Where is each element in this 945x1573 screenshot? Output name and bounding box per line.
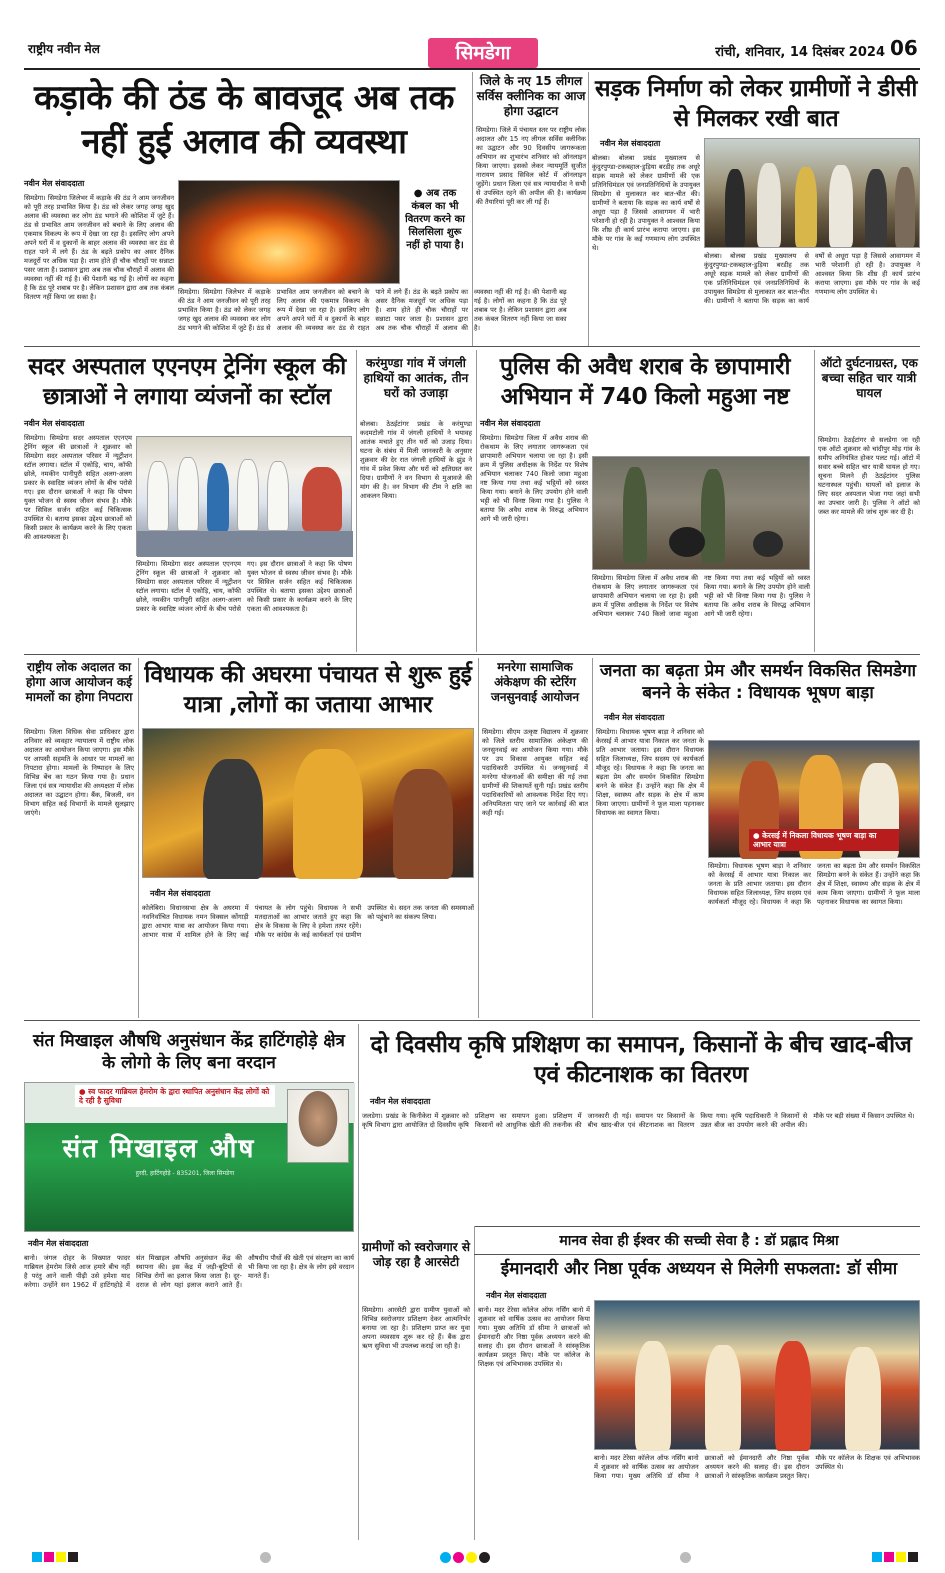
section-rule xyxy=(24,346,920,347)
roads-headline: सड़क निर्माण को लेकर ग्रामीणों ने डीसी से मिलकर रखी बात xyxy=(594,76,918,132)
herbal-sign-subtext: हुरदी, हाटिंगहोड़े - 835201, जिला सिमडेगा xyxy=(135,1170,235,1177)
cold-byline: नवीन मेल संवाददाता xyxy=(24,179,85,188)
liquor-byline: नवीन मेल संवाददाता xyxy=(480,419,541,428)
honesty-body: बानो। मदर टेरेसा कॉलेज ऑफ नर्सिंग बानो में शुक्रवार को वार्षिक उत्सव का आयोजन किया गया। मुख्य अतिथि डॉ सीमा ने छात्राओं को ईमानदारी और निष्ठा पूर्वक अध्ययन करने की सलाह दी। इस दौरान छात्राओं ने सांस्कृतिक कार्यक्रम प्रस्तुत किए। मौके पर कॉलेज के शिक्षक एवं अभिभावक उपस्थित थे। xyxy=(478,1306,590,1368)
mla-body: कोलेबिरा। विधानसभा क्षेत्र के अघरमा में नवनिर्वाचित विधायक नमन विक्सल कोंगाड़ी द्वारा आभार यात्रा का आयोजन किया गया। आभार यात्रा में शामिल होने के लिए कई पंचायत के लोग पहुंचे। विधायक ने सभी मतदाताओं का आभार जताते हुए कहा कि क्षेत्र के विकास के लिए वे हमेशा तत्पर रहेंगे। मौके पर कांग्रेस के कई कार्यकर्ता एवं ग्रामीण उपस्थित थे। सदन तक जनता की समस्याओं को पहुंचाने का संकल्प लिया। xyxy=(142,904,474,939)
lokadalat-body: सिमडेगा। जिला विधिक सेवा प्राधिकार द्वारा शनिवार को व्यवहार न्यायालय में राष्ट्रीय लोक अदालत का आयोजन किया जाएगा। इस मौके पर आपसी सहमति के आधार पर मामलों का निपटारा होगा। मामलों के निष्पादन के लिए विभिन्न बेंच का गठन किया गया है। प्रधान जिला एवं सत्र न्यायाधीश की अध्यक्षता में लोक अदालत का उद्घाटन होगा। बैंक, बिजली, वन विभाग सहित कई विभागों के मामले सुलझाए जाएंगे। xyxy=(24,728,134,817)
registration-mark-black xyxy=(908,1552,918,1562)
registration-mark-yellow xyxy=(896,1552,906,1562)
love-headline: जनता का बढ़ता प्रेम और समर्थन विकसित सिमडेगा बनने के संकेत : विधायक भूषण बाड़ा xyxy=(599,661,917,703)
column-rule xyxy=(138,658,139,1018)
registration-mark-cyan xyxy=(872,1552,882,1562)
liquor-body: सिमडेगा। सिमडेगा जिला में अवैध शराब की रोकथाम के लिए लगातार जागरूकता एवं छापामारी अभियान चलाया जा रहा है। इसी क्रम में पुलिस अधीक्षक के निर्देश पर विशेष अभियान चलाकर 740 किलो जावा महुआ नष्ट किया गया तथा कई भट्ठियों को ध्वस्त किया गया। बनाने के लिए उपयोग होने वाली भट्टी को भी विनष्ट किया गया है। पुलिस ने बताया कि अवैध शराब के विरुद्ध अभियान आगे भी जारी रहेगा। xyxy=(480,434,588,523)
section-rule xyxy=(474,1254,920,1255)
registration-mark-magenta xyxy=(884,1552,894,1562)
cold-body: सिमडेगा। सिमडेगा जिलेभर में कड़ाके की ठंड ने आम जनजीवन को पूरी तरह प्रभावित किया है। ठंड को लेकर जगह जगह खुद अलाव की व्यवस्था कर लोग ठंड भगाने की कोशिश में जुटे हैं। ठंड से प्रभावित आम जनजीवन को बचाने के लिए अलाव की एकमात्र विकल्प के रूप में देखा जा रहा है। इसलिए लोग अपने अपने घरों में व दुकानों के बाहर अलाव की व्यवस्था कर ठंड से राहत पाने में लगे हैं। ठंड के बढ़ते प्रकोप का असर दैनिक मजदूरों पर अधिक पड़ा है। शाम होते ही चौक चौराहों पर सन्नाटा पसर जाता है। प्रशासन द्वारा अब तक चौक चौराहों में अलाव की व्यवस्था नहीं की गई है। की पेशानी बढ़ गई है। लोगों का कहना है कि ठंड पूरे शबाब पर है। लेकिन प्रशासन द्वारा अब तक कंबल वितरण नहीं किया जा सका है। xyxy=(24,194,174,301)
liquor-body-continued: सिमडेगा। सिमडेगा जिला में अवैध शराब की रोकथाम के लिए लगातार जागरूकता एवं छापामारी अभियान चलाया जा रहा है। इसी क्रम में पुलिस अधीक्षक के निर्देश पर विशेष अभियान चलाकर 740 किलो जावा महुआ नष्ट किया गया तथा कई भट्ठियों को ध्वस्त किया गया। बनाने के लिए उपयोग होने वाली भट्टी को भी विनष्ट किया गया है। पुलिस ने बताया कि अवैध शराब के विरुद्ध अभियान आगे भी जारी रहेगा। xyxy=(592,574,810,618)
column-rule xyxy=(592,658,593,1018)
section-tab: सिमडेगा xyxy=(428,38,538,68)
roads-body: बोलबा। बोलबा प्रखंड मुख्यालय से कुंदुरपुण्डा-टकबहाल-डुड़िया बरडीह तक अधूरे सड़क मामले को लेकर ग्रामीणों की एक प्रतिनिधिमंडल एवं जनप्रतिनिधियों के उपायुक्त सिमडेगा से मुलाकात कर बात-चीत की। ग्रामीणों ने बताया कि सड़क का कार्य वर्षों से अधूरा पड़ा है जिससे आवागमन में भारी परेशानी हो रही है। उपायुक्त ने आश्वस्त किया कि शीघ्र ही कार्य प्रारंभ कराया जाएगा। इस मौके पर गांव के कई गणमान्य लोग उपस्थित थे। xyxy=(592,154,700,252)
liquor-raid-photo xyxy=(592,456,810,570)
person-figure xyxy=(267,461,289,531)
roads-body-continued: बोलबा। बोलबा प्रखंड मुख्यालय से कुंदुरपुण्डा-टकबहाल-डुड़िया बरडीह तक अधूरे सड़क मामले को लेकर ग्रामीणों की एक प्रतिनिधिमंडल एवं जनप्रतिनिधियों के उपायुक्त सिमडेगा से मुलाकात कर बात-चीत की। ग्रामीणों ने बताया कि सड़क का कार्य वर्षों से अधूरा पड़ा है जिससे आवागमन में भारी परेशानी हो रही है। उपायुक्त ने आश्वस्त किया कि शीघ्र ही कार्य प्रारंभ कराया जाएगा। इस मौके पर गांव के कई गणमान्य लोग उपस्थित थे। xyxy=(704,252,920,305)
registration-mark-black xyxy=(68,1552,78,1562)
stall-table xyxy=(137,531,353,557)
service-headline: मानव सेवा ही ईश्वर की सच्ची सेवा है : डॉ प्रह्लाद मिश्रा xyxy=(559,1233,839,1249)
person-figure xyxy=(725,169,745,247)
kersai-yatra-photo xyxy=(708,740,920,858)
herbal-sign-text: संत मिखाइल औष xyxy=(62,1134,256,1164)
herbal-headline: संत मिखाइल औषधि अनुसंधान केंद्र हाटिंगहोड़े क्षेत्र के लोगो के लिए बना वरदान xyxy=(33,1031,345,1073)
person-figure xyxy=(865,169,887,247)
cold-body-continued: सिमडेगा। सिमडेगा जिलेभर में कड़ाके की ठंड ने आम जनजीवन को पूरी तरह प्रभावित किया है। ठंड को लेकर जगह जगह खुद अलाव की व्यवस्था कर लोग ठंड भगाने की कोशिश में जुटे हैं। ठंड से प्रभावित आम जनजीवन को बचाने के लिए अलाव की एकमात्र विकल्प के रूप में देखा जा रहा है। इसलिए लोग अपने अपने घरों में व दुकानों के बाहर अलाव की व्यवस्था कर ठंड से राहत पाने में लगे हैं। ठंड के बढ़ते प्रकोप का असर दैनिक मजदूरों पर अधिक पड़ा है। शाम होते ही चौक चौराहों पर सन्नाटा पसर जाता है। प्रशासन द्वारा अब तक चौक चौराहों में अलाव की व्यवस्था नहीं की गई है। की पेशानी बढ़ गई है। लोगों का कहना है कि ठंड पूरे शबाब पर है। लेकिन प्रशासन द्वारा अब तक कंबल वितरण नहीं किया जा सका है। xyxy=(178,288,567,332)
nursing-byline: नवीन मेल संवाददाता xyxy=(24,419,85,428)
love-photo-caption: ● केरसई में निकला विधायक भूषण बाड़ा का आभार यात्रा xyxy=(749,829,899,851)
registration-mark-yellow xyxy=(56,1552,66,1562)
nursing-headline: सदर अस्पताल एएनएम ट्रेनिंग स्कूल की छात्राओं ने लगाया व्यंजनों का स्टॉल xyxy=(28,354,346,410)
person-figure xyxy=(705,1345,741,1451)
mgnrega-body: सिमडेगा। सीएम उत्कृष्ट विद्यालय में शुक्रवार को जिले स्तरीय सामाजिक अंकेक्षण की जनसुनवाई का आयोजन किया गया। मौके पर उप विकास आयुक्त सहित कई पदाधिकारी उपस्थित थे। जनसुनवाई में मनरेगा योजनाओं की समीक्षा की गई तथा ग्रामीणों की शिकायतें सुनी गईं। प्रखंड स्तरीय पदाधिकारियों को आवश्यक निर्देश दिए गए। अनियमितता पाए जाने पर कार्रवाई की बात कही गई। xyxy=(482,728,588,817)
nursing-students-photo xyxy=(136,436,352,556)
roads-byline: नवीन मेल संवाददाता xyxy=(600,139,661,148)
honesty-headline: ईमानदारी और निष्ठा पूर्वक अध्ययन से मिलेगी सफलता: डॉ सीमा xyxy=(500,1259,898,1279)
love-body-continued: सिमडेगा। विधायक भूषण बाड़ा ने शनिवार को केरसई में आभार यात्रा निकाल कर जनता के प्रति आभार जताया। इस दौरान विधायक सहित जिलाध्यक्ष, जिप सदस्य एवं कार्यकर्ता मौजूद रहे। विधायक ने कहा कि जनता का बढ़ता प्रेम और समर्थन विकसित सिमडेगा बनने के संकेत हैं। उन्होंने कहा कि क्षेत्र में शिक्षा, स्वास्थ्य और सड़क के क्षेत्र में काम किया जाएगा। ग्रामीणों ने फूल माला पहनाकर विधायक का स्वागत किया। xyxy=(708,862,920,906)
lokadalat-headline: राष्ट्रीय लोक अदालत का होगा आज आयोजन कई मामलों का होगा निपटारा xyxy=(25,660,133,704)
registration-mark-yellow xyxy=(466,1552,477,1563)
person-figure xyxy=(829,165,853,247)
liquor-headline: पुलिस की अवैध शराब के छापामारी अभियान में 740 किलो महुआ नष्ट xyxy=(499,354,791,410)
honesty-body-continued: बानो। मदर टेरेसा कॉलेज ऑफ नर्सिंग बानो में शुक्रवार को वार्षिक उत्सव का आयोजन किया गया। मुख्य अतिथि डॉ सीमा ने छात्राओं को ईमानदारी और निष्ठा पूर्वक अध्ययन करने की सलाह दी। इस दौरान छात्राओं ने सांस्कृतिक कार्यक्रम प्रस्तुत किए। मौके पर कॉलेज के शिक्षक एवं अभिभावक उपस्थित थे। xyxy=(594,1454,920,1480)
person-figure xyxy=(177,457,199,531)
column-rule xyxy=(474,1226,475,1540)
person-figure xyxy=(237,459,259,531)
section-rule xyxy=(24,1020,920,1021)
registration-mark-magenta xyxy=(44,1552,54,1562)
page-number: 06 xyxy=(890,36,918,60)
person-figure xyxy=(895,167,915,247)
elephant-body: बोलबा। ठेठईटांगर प्रखंड के करंमुण्डा कदमटोली गांव में जंगली हाथियों ने भयावह आतंक मचाते हुए तीन घरों को उजाड़ दिया। घटना के संबंध में मिली जानकारी के अनुसार शुक्रवार की देर रात जंगली हाथियों के झुंड ने गांव में प्रवेश किया और घरों को क्षतिग्रस्त कर दिया। ग्रामीणों ने वन विभाग से मुआवजे की मांग की है। वन विभाग की टीम ने क्षति का आकलन किया। xyxy=(360,420,472,500)
person-figure xyxy=(203,759,263,879)
registration-mark-cyan xyxy=(440,1552,451,1563)
agri-body: जलडेगा। प्रखंड के किनीकेरा में शुक्रवार को कृषि विभाग द्वारा आयोजित दो दिवसीय कृषि प्रशिक्षण का समापन हुआ। प्रशिक्षण में किसानों को आधुनिक खेती की तकनीक की जानकारी दी गई। समापन पर किसानों के बीच खाद-बीज एवं कीटनाशक का वितरण किया गया। कृषि पदाधिकारी ने किसानों से उन्नत बीज का उपयोग करने की अपील की। मौके पर बड़ी संख्या में किसान उपस्थित थे। xyxy=(362,1112,915,1129)
person-figure xyxy=(147,461,169,531)
accident-headline: ऑटो दुर्घटनाग्रस्त, एक बच्चा सहित चार यात्री घायल xyxy=(820,356,918,400)
nursing-body-continued: सिमडेगा। सिमडेगा सदर अस्पताल एएनएम ट्रेनिंग स्कूल की छात्राओं ने शुक्रवार को सिमडेगा सदर अस्पताल परिसर में न्यूट्रीशन स्टॉल लगाया। स्टॉल में एकोड़ि, चाय, कॉफी छोले, नमकीन पानीपुरी सहित अलग-अलग प्रकार के स्वादिष्ट व्यंजन लोगों के बीच परोसे गए। इस दौरान छात्राओं ने कहा कि पोषण युक्त भोजन से स्वस्थ जीवन संभव है। मौके पर सिविल सर्जन सहित कई चिकित्सक उपस्थित थे। बताया इसका उद्देश्य छात्राओं को किसी प्रकार के कार्यक्रम करने के लिए एकता की आवश्यकता है। xyxy=(136,560,352,613)
mgnrega-headline: मनरेगा सामाजिक अंकेक्षण की स्टेरिंग जनसुनवाई आयोजन xyxy=(490,660,580,704)
mla-headline: विधायक की अघरमा पंचायत से शुरू हुई यात्रा ,लोगों का जताया आभार xyxy=(144,662,472,718)
cold-headline: कड़ाके की ठंड के बावजूद अब तक नहीं हुई अलाव की व्यवस्था xyxy=(33,78,454,162)
section-rule xyxy=(24,654,920,655)
pot-shape xyxy=(753,531,783,557)
column-rule xyxy=(358,1024,359,1540)
mla-byline: नवीन मेल संवाददाता xyxy=(150,889,211,898)
newspaper-name: राष्ट्रीय नवीन मेल xyxy=(28,42,100,56)
person-figure xyxy=(701,469,725,563)
person-figure xyxy=(635,1341,671,1451)
person-figure xyxy=(757,163,781,247)
column-rule xyxy=(814,350,815,652)
agri-headline: दो दिवसीय कृषि प्रशिक्षण का समापन, किसानों के बीच खाद-बीज एवं कीटनाशक का वितरण xyxy=(370,1032,912,1088)
person-figure xyxy=(302,467,342,531)
column-rule xyxy=(472,72,473,346)
column-rule xyxy=(476,350,477,652)
pot-shape xyxy=(669,527,705,557)
section-rule xyxy=(474,1226,920,1227)
person-figure xyxy=(393,769,453,879)
love-body: सिमडेगा। विधायक भूषण बाड़ा ने शनिवार को केरसई में आभार यात्रा निकाल कर जनता के प्रति आभार जताया। इस दौरान विधायक सहित जिलाध्यक्ष, जिप सदस्य एवं कार्यकर्ता मौजूद रहे। विधायक ने कहा कि जनता का बढ़ता प्रेम और समर्थन विकसित सिमडेगा बनने के संकेत हैं। उन्होंने कहा कि क्षेत्र में शिक्षा, स्वास्थ्य और सड़क के क्षेत्र में काम किया जाएगा। ग्रामीणों ने फूल माला पहनाकर विधायक का स्वागत किया। xyxy=(596,728,704,817)
registration-dot xyxy=(680,1552,691,1563)
registration-mark-cyan xyxy=(32,1552,42,1562)
herbal-body: बानो। जंगल दोहर के विख्यात फादर गाब्रियल हेमरोम जिसे आज हमारे बीच नहीं है परंतु आने वाली पीढ़ी उसे हमेशा याद करेगा। उन्होंने सन 1962 में हाटिंगहोड़े में संत मिखाइल औषधि अनुसंधान केंद्र की स्थापना की। इस केंद्र में जड़ी-बूटियों से विभिन्न रोगों का इलाज किया जाता है। दूर-दराज से लोग यहां इलाज कराने आते हैं। औषधीय पौधों की खेती एवं संरक्षण का कार्य भी किया जा रहा है। क्षेत्र के लोग इसे वरदान मानते हैं। xyxy=(24,1254,354,1289)
registration-dot xyxy=(260,1552,271,1563)
bonfire-photo xyxy=(178,180,400,284)
love-byline: नवीन मेल संवाददाता xyxy=(604,713,665,722)
villagers-photo xyxy=(704,138,920,248)
dateline: रांची, शनिवार, 14 दिसंबर 2024 xyxy=(715,45,885,60)
masthead-rule xyxy=(24,68,920,70)
column-rule xyxy=(478,658,479,1018)
founder-portrait-photo xyxy=(287,1089,349,1163)
honesty-byline: नवीन मेल संवाददाता xyxy=(486,1291,547,1300)
district-headline: जिले के नए 15 लीगल सर्विस क्लीनिक का आज होगा उद्घाटन xyxy=(476,74,586,118)
herbal-centre-photo xyxy=(24,1082,354,1232)
agri-byline: नवीन मेल संवाददाता xyxy=(370,1097,431,1106)
herbal-photo-caption: ● स्व फादर गाब्रियल हेमरोम के द्वारा स्थापित अनुसंधान केंद्र लोगों को दे रही है सुविधा xyxy=(75,1085,275,1107)
district-body: सिमडेगा। जिले में पंचायत स्तर पर राष्ट्रीय लोक अदालत और 15 नए लीगल सर्विस क्लीनिक का उद्घाटन और 90 दिवसीय जागरूकता अभियान का शुभारंभ शनिवार को ऑनलाइन किया जाएगा। इसको लेकर न्यायमूर्ति सुजीत नारायण प्रसाद सिविल कोर्ट में ऑनलाइन जुड़ेंगे। प्रधान जिला एवं सत्र न्यायाधीश ने सभी से उपस्थित रहने की अपील की है। कार्यक्रम की तैयारियां पूरी कर ली गई हैं। xyxy=(476,126,586,206)
person-figure xyxy=(207,463,229,531)
village-headline: ग्रामीणों को स्वरोजगार से जोड़ रहा है आरसेटी xyxy=(362,1240,470,1269)
village-body: सिमडेगा। आरसेटी द्वारा ग्रामीण युवाओं को विभिन्न स्वरोजगार प्रशिक्षण देकर आत्मनिर्भर बनाया जा रहा है। प्रशिक्षण प्राप्त कर युवा अपना व्यवसाय शुरू कर रहे हैं। बैंक द्वारा ऋण सुविधा भी उपलब्ध कराई जा रही है। xyxy=(362,1306,470,1350)
person-figure xyxy=(623,467,647,563)
accident-body: सिमडेगा। ठेठईटांगर से सलडेगा जा रही एक ऑटो शुक्रवार को चांदीपुर मोड़ गांव के समीप अनियंत्रित होकर पलट गई। ऑटो में सवार बच्चे सहित चार यात्री घायल हो गए। सूचना मिलने ही ठेठईटांगर पुलिस घटनास्थल पहुंची। घायलों को इलाज के लिए सदर अस्पताल भेजा गया जहां सभी का उपचार जारी है। पुलिस ने ऑटो को जब्त कर मामले की जांच शुरू कर दी है। xyxy=(818,436,920,516)
cold-callout: ● अब तक कंबल का भी वितरण करने का सिलसिला शुरू नहीं हो पाया है। xyxy=(402,184,468,282)
herbal-byline: नवीन मेल संवाददाता xyxy=(28,1239,89,1248)
person-figure xyxy=(775,1341,811,1451)
mla-garland-photo xyxy=(142,728,474,878)
college-dance-photo xyxy=(594,1300,920,1450)
column-rule xyxy=(356,350,357,652)
person-figure xyxy=(293,749,363,879)
elephant-headline: करंमुण्डा गांव में जंगली हाथियों का आतंक, तीन घरों को उजाड़ा xyxy=(363,356,469,400)
person-figure xyxy=(845,1347,881,1451)
person-figure xyxy=(795,167,817,247)
column-rule xyxy=(588,72,589,346)
registration-mark-black xyxy=(479,1552,490,1563)
registration-mark-magenta xyxy=(453,1552,464,1563)
nursing-body: सिमडेगा। सिमडेगा सदर अस्पताल एएनएम ट्रेनिंग स्कूल की छात्राओं ने शुक्रवार को सिमडेगा सदर अस्पताल परिसर में न्यूट्रीशन स्टॉल लगाया। स्टॉल में एकोड़ि, चाय, कॉफी छोले, नमकीन पानीपुरी सहित अलग-अलग प्रकार के स्वादिष्ट व्यंजन लोगों के बीच परोसे गए। इस दौरान छात्राओं ने कहा कि पोषण युक्त भोजन से स्वस्थ जीवन संभव है। मौके पर सिविल सर्जन सहित कई चिकित्सक उपस्थित थे। बताया इसका उद्देश्य छात्राओं को किसी प्रकार के कार्यक्रम करने के लिए एकता की आवश्यकता है। xyxy=(24,434,132,541)
